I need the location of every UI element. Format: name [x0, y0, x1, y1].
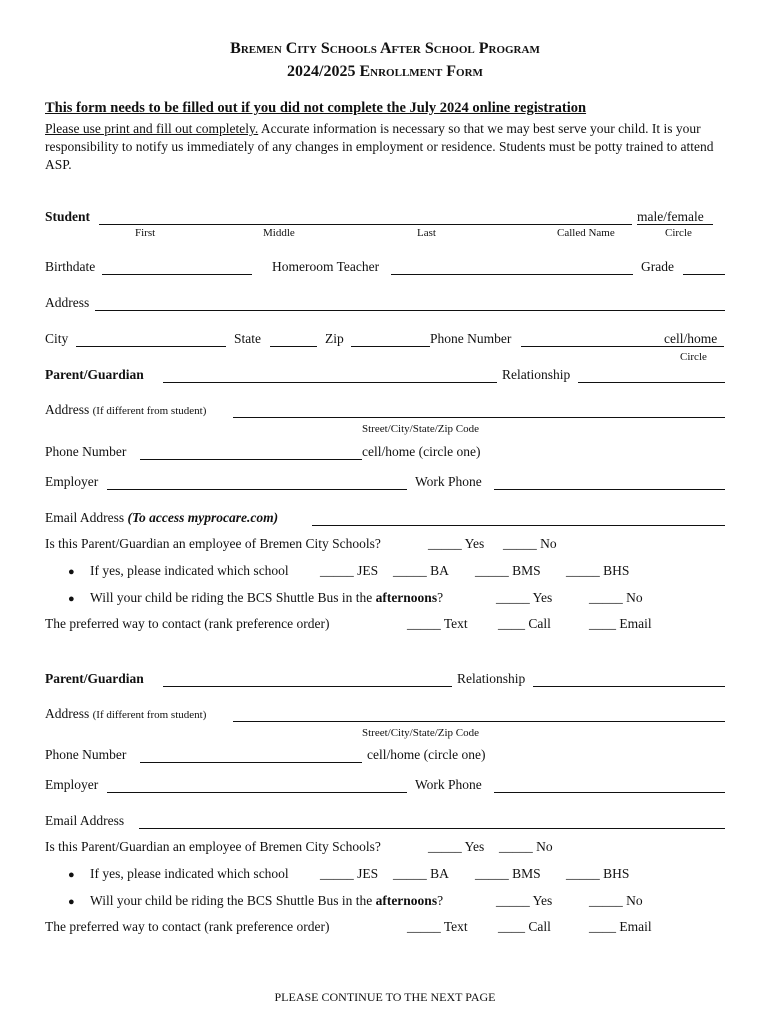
- birthdate-field[interactable]: [102, 274, 252, 275]
- form-subtitle: 2024/2025 Enrollment Form: [287, 63, 483, 80]
- city-label: City: [45, 331, 69, 346]
- grade-field[interactable]: [683, 274, 725, 275]
- guardian1-employer-label: Employer: [45, 474, 99, 489]
- guardian2-bus-question: Will your child be riding the BCS Shuttle Bus in the afternoons?: [90, 893, 444, 908]
- guardian2-email-label: Email Address: [45, 813, 125, 828]
- guardian2-school-bhs[interactable]: _____ BHS: [566, 866, 630, 881]
- guardian2-phone-field[interactable]: [140, 762, 362, 763]
- guardian1-email-field[interactable]: [312, 525, 725, 526]
- address-label: Address: [45, 295, 90, 310]
- guardian1-phone-type[interactable]: cell/home (circle one): [362, 444, 481, 459]
- gender-underline: [637, 224, 713, 225]
- continue-note: PLEASE CONTINUE TO THE NEXT PAGE: [274, 990, 496, 1004]
- guardian1-employee-no[interactable]: _____ No: [503, 536, 557, 551]
- guardian2-label: Parent/Guardian: [45, 671, 144, 686]
- guardian2-name-field[interactable]: [163, 686, 452, 687]
- guardian2-workphone-label: Work Phone: [415, 777, 482, 792]
- notice-heading: This form needs to be filled out if you did not complete the July 2024 online registration: [45, 100, 587, 116]
- guardian1-school-bhs[interactable]: _____ BHS: [566, 563, 630, 578]
- guardian1-employee-yes[interactable]: _____ Yes: [428, 536, 485, 551]
- address-note: (If different from student): [92, 405, 207, 417]
- guardian1-address-label: Address (If different from student): [45, 402, 207, 417]
- guardian1-relationship-label: Relationship: [502, 367, 571, 382]
- guardian1-school-bms[interactable]: _____ BMS: [475, 563, 541, 578]
- guardian1-contact-text[interactable]: _____ Text: [407, 616, 468, 631]
- guardian1-name-field[interactable]: [163, 382, 497, 383]
- address-note: (If different from student): [92, 709, 207, 721]
- guardian1-email-label: Email Address (To access myprocare.com): [45, 510, 279, 525]
- guardian2-employer-label: Employer: [45, 777, 99, 792]
- guardian2-school-ba[interactable]: _____ BA: [393, 866, 449, 881]
- homeroom-field[interactable]: [391, 274, 633, 275]
- sub-first: First: [135, 227, 156, 239]
- sub-circle: Circle: [665, 227, 692, 239]
- guardian2-email-field[interactable]: [139, 828, 725, 829]
- bullet-icon: ●: [68, 869, 75, 881]
- guardian2-workphone-field[interactable]: [494, 792, 725, 793]
- guardian1-bus-yes[interactable]: _____ Yes: [496, 590, 553, 605]
- circle-note: Circle: [680, 351, 707, 363]
- notice-paragraph: [45, 120, 735, 174]
- email-note: (To access myprocare.com): [127, 510, 279, 525]
- birthdate-label: Birthdate: [45, 259, 96, 274]
- print-note: Please use print and fill out completely.: [45, 121, 259, 136]
- state-field[interactable]: [270, 346, 317, 347]
- bullet-icon: ●: [68, 593, 75, 605]
- phone-label: Phone Number: [430, 331, 512, 346]
- guardian2-relationship-field[interactable]: [533, 686, 725, 687]
- guardian2-school-question: If yes, please indicated which school: [90, 866, 289, 881]
- guardian2-contact-call[interactable]: ____ Call: [498, 919, 551, 934]
- guardian2-school-jes[interactable]: _____ JES: [320, 866, 379, 881]
- state-label: State: [234, 331, 261, 346]
- phone-type[interactable]: cell/home: [664, 331, 718, 346]
- guardian2-address-label: Address (If different from student): [45, 706, 207, 721]
- zip-field[interactable]: [351, 346, 430, 347]
- bullet-icon: ●: [68, 896, 75, 908]
- guardian1-contact-call[interactable]: ____ Call: [498, 616, 551, 631]
- guardian1-employee-question: Is this Parent/Guardian an employee of Bremen City Schools?: [45, 536, 381, 551]
- guardian2-employer-field[interactable]: [107, 792, 407, 793]
- guardian1-school-jes[interactable]: _____ JES: [320, 563, 379, 578]
- guardian1-contact-email[interactable]: ____ Email: [589, 616, 652, 631]
- homeroom-label: Homeroom Teacher: [272, 259, 380, 274]
- guardian1-address-field[interactable]: [233, 417, 725, 418]
- form-title: Bremen City Schools After School Program: [230, 40, 540, 57]
- guardian2-bus-no[interactable]: _____ No: [589, 893, 643, 908]
- guardian2-phone-label: Phone Number: [45, 747, 127, 762]
- guardian1-phone-field[interactable]: [140, 459, 362, 460]
- notice-body: Accurate information is necessary so that we may best serve your child. It is your responsibility to notify us immediately of any changes in employment or residence. Students must be potty trained to attend ASP.: [45, 121, 714, 172]
- guardian1-workphone-label: Work Phone: [415, 474, 482, 489]
- grade-label: Grade: [641, 259, 674, 274]
- guardian1-phone-label: Phone Number: [45, 444, 127, 459]
- phone-type-underline: [664, 346, 724, 347]
- guardian2-employee-question: Is this Parent/Guardian an employee of Bremen City Schools?: [45, 839, 381, 854]
- zip-label: Zip: [325, 331, 344, 346]
- guardian1-relationship-field[interactable]: [578, 382, 725, 383]
- guardian1-bus-question: Will your child be riding the BCS Shuttle Bus in the afternoons?: [90, 590, 444, 605]
- sub-middle: Middle: [263, 227, 295, 239]
- guardian2-contact-email[interactable]: ____ Email: [589, 919, 652, 934]
- guardian2-contact-question: The preferred way to contact (rank preference order): [45, 919, 330, 934]
- guardian1-employer-field[interactable]: [107, 489, 407, 490]
- sub-called-name: Called Name: [557, 227, 615, 239]
- guardian1-bus-no[interactable]: _____ No: [589, 590, 643, 605]
- guardian2-address-field[interactable]: [233, 721, 725, 722]
- guardian1-address-sub: Street/City/State/Zip Code: [362, 423, 480, 435]
- city-field[interactable]: [76, 346, 226, 347]
- guardian2-phone-type[interactable]: cell/home (circle one): [367, 747, 486, 762]
- guardian1-school-question: If yes, please indicated which school: [90, 563, 289, 578]
- guardian1-workphone-field[interactable]: [494, 489, 725, 490]
- guardian2-employee-no[interactable]: _____ No: [499, 839, 553, 854]
- sub-last: Last: [417, 227, 436, 239]
- student-name-line[interactable]: [99, 224, 632, 225]
- guardian2-contact-text[interactable]: _____ Text: [407, 919, 468, 934]
- guardian2-relationship-label: Relationship: [457, 671, 526, 686]
- guardian2-school-bms[interactable]: _____ BMS: [475, 866, 541, 881]
- guardian1-label: Parent/Guardian: [45, 367, 144, 382]
- guardian2-employee-yes[interactable]: _____ Yes: [428, 839, 485, 854]
- guardian2-address-sub: Street/City/State/Zip Code: [362, 727, 480, 739]
- bullet-icon: ●: [68, 566, 75, 578]
- student-gender[interactable]: male/female: [637, 209, 704, 224]
- address-field[interactable]: [95, 310, 725, 311]
- guardian1-school-ba[interactable]: _____ BA: [393, 563, 449, 578]
- guardian1-contact-question: The preferred way to contact (rank preference order): [45, 616, 330, 631]
- student-label: Student: [45, 209, 91, 224]
- phone-field[interactable]: [521, 346, 664, 347]
- guardian2-bus-yes[interactable]: _____ Yes: [496, 893, 553, 908]
